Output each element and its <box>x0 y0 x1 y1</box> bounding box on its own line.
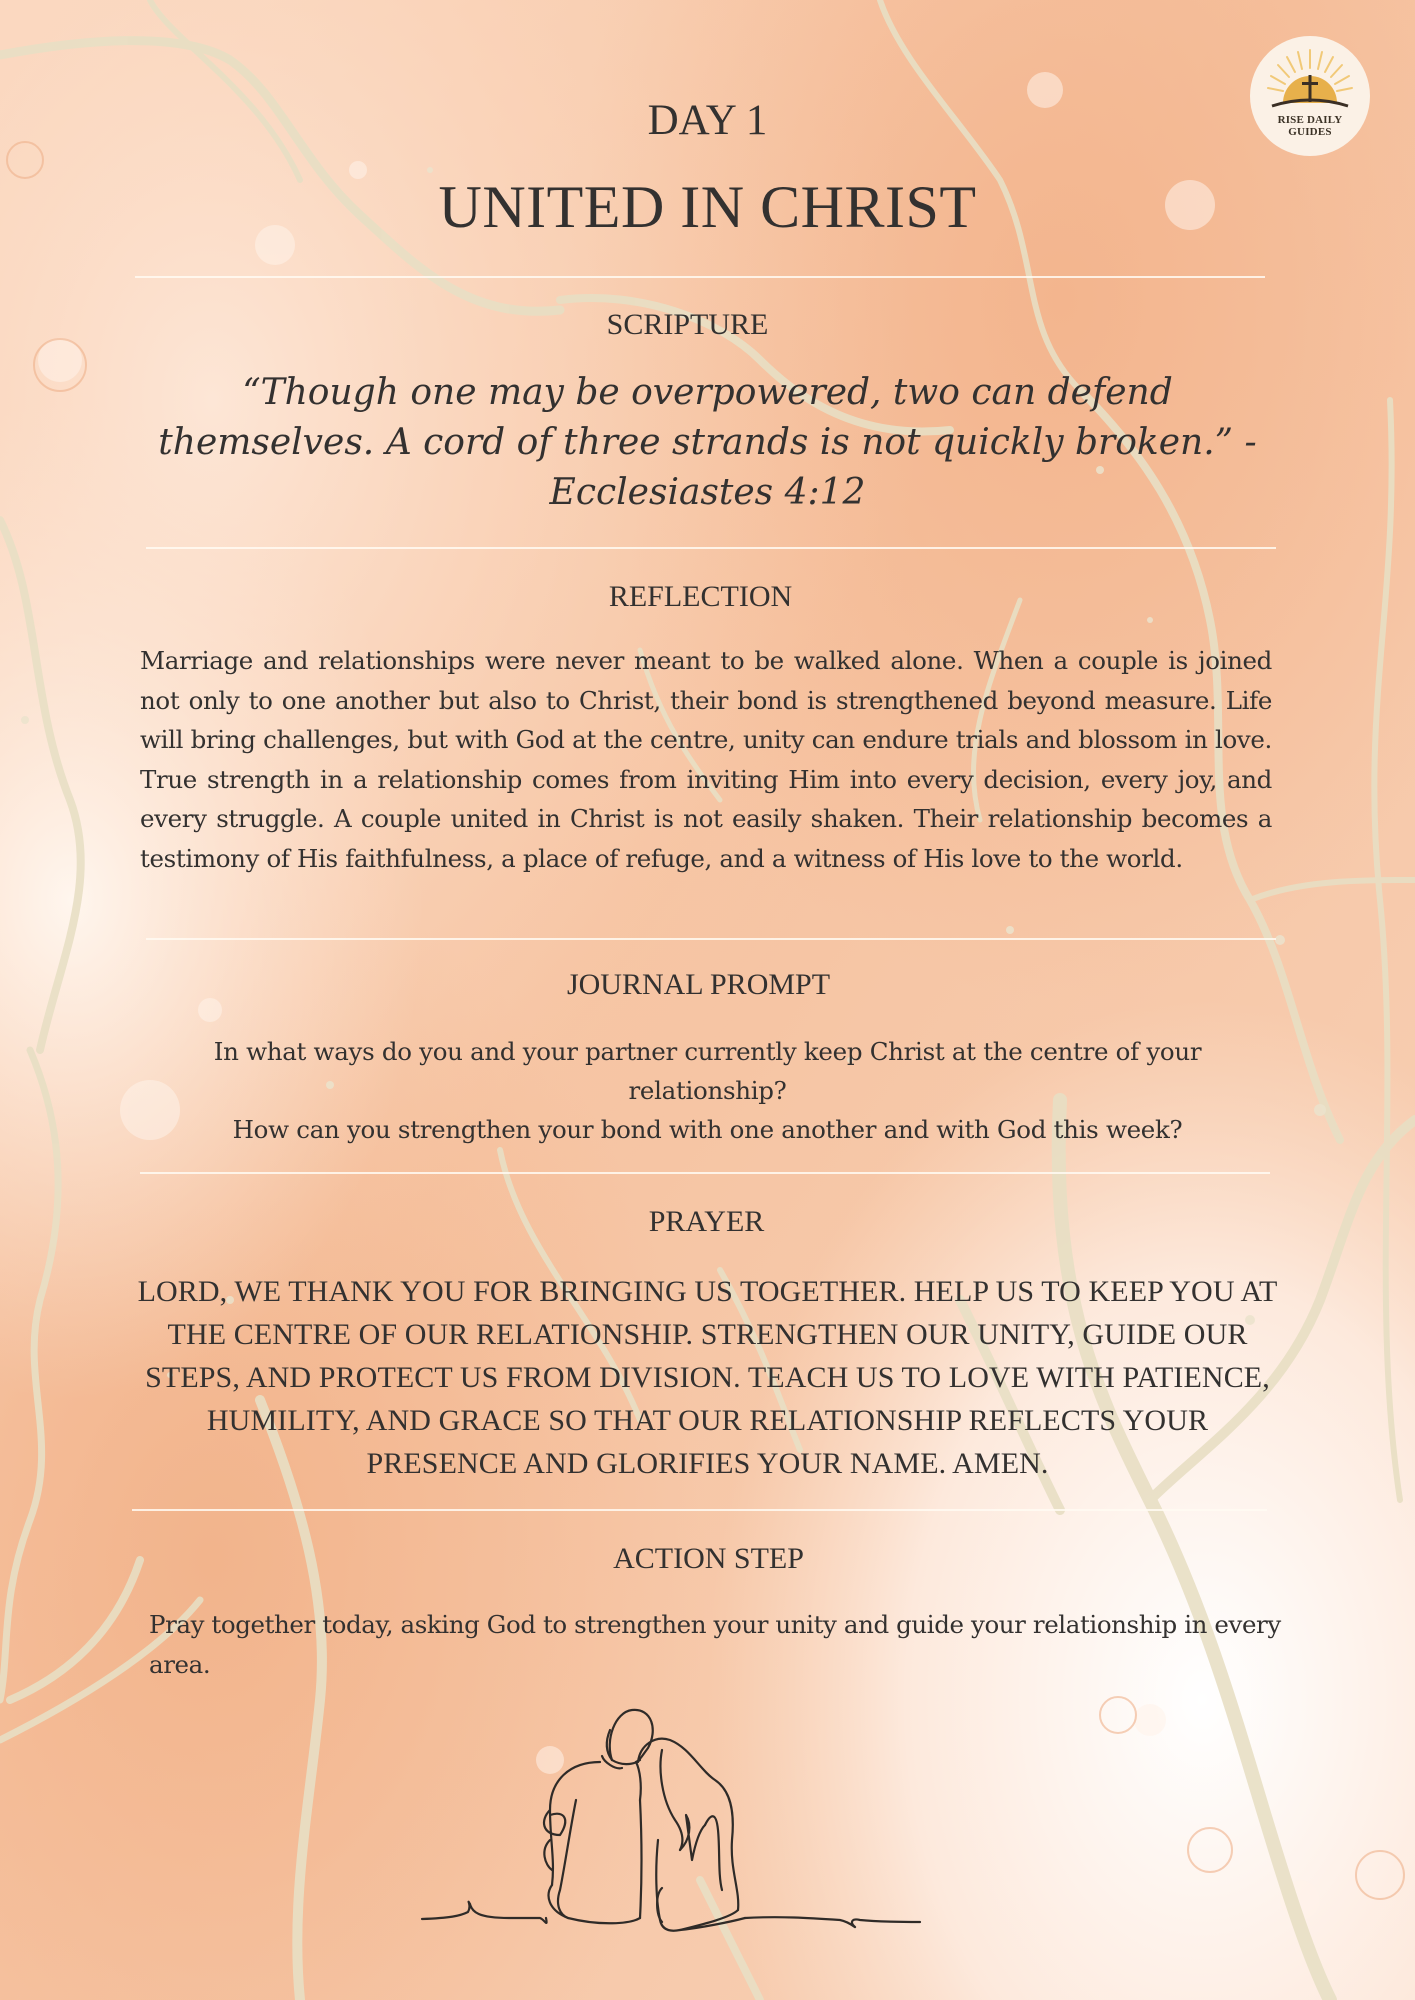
divider-5 <box>132 1509 1267 1511</box>
journal-prompt-heading: JOURNAL PROMPT <box>566 968 831 1001</box>
logo-line-2: GUIDES <box>1288 126 1332 138</box>
reflection-body: Marriage and relationships were never meant to be walked alone. When a couple is joined not only to one another but also to Christ, their bond is strengthened beyond measure. Life will bring challenges, but with God at the centre, unity can endure trials and blossom in love. True strength in a relationship comes from inviting Him into every decision, every joy, and every struggle. A couple united in Christ is not easily shaken. Their relationship becomes a testimony of His faithfulness, a place of refuge, and a witness of His love to the world. <box>140 646 1272 873</box>
reflection-heading: REFLECTION <box>608 580 793 613</box>
prayer-body: LORD, WE THANK YOU FOR BRINGING US TOGETHER. HELP US TO KEEP YOU AT THE CENTRE OF OUR RELATIONSHIP. STRENGTHEN OUR UNITY, GUIDE OUR STEPS, AND PROTECT US FROM DIVISION. TEACH US TO LOVE WITH PATIENCE, HUMILITY, AND GRACE SO THAT OUR RELATIONSHIP REFLECTS YOUR PRESENCE AND GLORIFIES YOUR NAME. AMEN. <box>137 1275 1278 1480</box>
divider-1 <box>135 276 1265 278</box>
prayer-heading: PRAYER <box>648 1205 765 1238</box>
couple-line-art-icon <box>400 1690 1000 1950</box>
journal-prompt-questions <box>140 1032 1275 1149</box>
divider-3 <box>146 938 1276 940</box>
day-label: DAY 1 <box>647 97 768 144</box>
action-step-body: Pray together today, asking God to strengthen your unity and guide your relationship in every area. <box>149 1610 1281 1679</box>
scripture-heading: SCRIPTURE <box>606 308 769 341</box>
page-title: UNITED IN CHRIST <box>438 174 977 240</box>
action-step-heading: ACTION STEP <box>613 1542 804 1575</box>
scripture-quote: “Though one may be overpowered, two can defend themselves. A cord of three strands is not quickly broken.” - Ecclesiastes 4:12 <box>158 372 1257 513</box>
logo-line-1: RISE DAILY <box>1277 114 1343 126</box>
journal-question: In what ways do you and your partner currently keep Christ at the centre of your relationship? <box>213 1037 1202 1105</box>
divider-4 <box>140 1172 1270 1174</box>
divider-2 <box>146 547 1276 549</box>
journal-question: How can you strengthen your bond with one another and with God this week? <box>232 1115 1183 1144</box>
